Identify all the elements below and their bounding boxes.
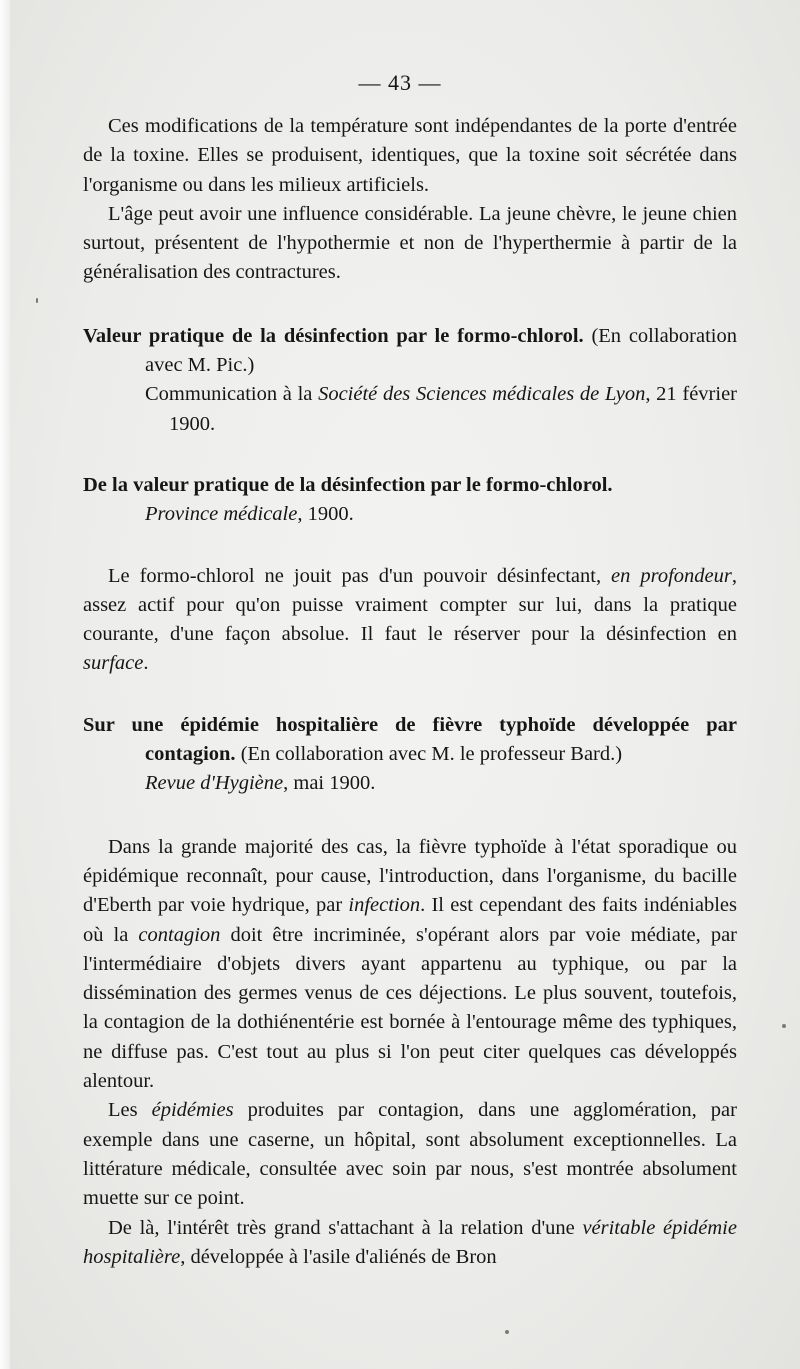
entry-1-collaboration: (En collaboration avec M. Pic.): [145, 324, 737, 377]
entry-1-title: Valeur pratique de la désinfection par le formo-chlorol.: [83, 324, 584, 347]
entry-3-title: Sur une épidémie hospitalière de fièvre typhoïde développée par contagion.: [83, 713, 737, 766]
bibliography-entry-2: [83, 471, 737, 530]
p3-italic-profondeur: en profondeur: [611, 564, 732, 587]
entry-3-date: , mai 1900.: [283, 772, 376, 795]
entry-2-source: [83, 500, 737, 529]
entry-1-source: [83, 380, 737, 439]
scan-speck: [36, 298, 38, 303]
paragraph-typhoid-contagion: [83, 833, 737, 1097]
p3-text-a: Le formo-chlorol ne jouit pas d'un pouvoir désinfectant,: [108, 564, 612, 587]
p4-text-e: doit être incriminée, s'opérant alors par voie médiate, par l'intermédiaire d'objets divers ayant appartenu au typhique, ou par la dissémination des germes venus de ces déjections. Le plus souvent, toutefois, la contagion de la dothiénentérie est bornée à l'entourage même des typhiques, ne diffuse pas. C'est tout au plus si l'on peut citer quelques cas développés alentour.: [83, 923, 737, 1093]
p5-text-a: Les: [108, 1099, 152, 1122]
scan-speck: [505, 1330, 509, 1334]
entry-2-heading: [83, 471, 737, 500]
page-body: [83, 112, 737, 1272]
bibliography-entry-3: [83, 711, 737, 799]
paragraph-age: L'âge peut avoir une influence considérable. La jeune chèvre, le jeune chien surtout, présentent de l'hypothermie et non de l'hyperthermie à partir de la généralisation des contractures.: [83, 202, 737, 284]
p6-italic-epidemie: véritable épidémie hospitalière: [83, 1216, 737, 1268]
p5-text-c: produites par contagion, dans une agglomération, par exemple dans une caserne, un hôpital, sont absolument exceptionnelles. La littérature médicale, consultée avec soin par nous, s'est montrée absolument muette sur ce point.: [83, 1099, 737, 1210]
p4-text-c: . Il est cependant des faits indéniables où la: [83, 894, 737, 946]
p6-text-c: , développée à l'asile d'aliénés de Bron: [180, 1245, 497, 1268]
scan-speck: [782, 1024, 786, 1028]
entry-2-date: , 1900.: [297, 503, 354, 526]
p5-italic-epidemies: épidémies: [151, 1099, 234, 1122]
p3-text-e: .: [143, 652, 149, 675]
entry-3-heading: [83, 711, 737, 770]
entry-3-collaboration: (En collaboration avec M. le professeur Bard.): [235, 743, 623, 766]
entry-3-source: [83, 769, 737, 798]
paragraph-temperature: Ces modifications de la température sont indépendantes de la porte d'entrée de la toxine. Elles se produisent, identiques, que la toxine soit sécrétée dans l'organisme ou dans les milieux artificiels.: [83, 115, 737, 196]
entry-3-journal: Revue d'Hygiène: [145, 772, 284, 795]
bibliography-entry-1: [83, 322, 737, 439]
p3-text-c: , assez actif pour qu'on puisse vraiment compter sur lui, dans la pratique courante, d'une façon absolue. Il faut le réserver pour la désinfection en: [83, 564, 737, 646]
p6-text-a: De là, l'intérêt très grand s'attachant à la relation d'une: [108, 1216, 583, 1239]
page-edge-shadow: [0, 0, 10, 1369]
p4-italic-contagion: contagion: [138, 923, 221, 946]
p3-italic-surface: surface: [83, 652, 144, 675]
paragraph-hospital-epidemic: [83, 1214, 737, 1273]
entry-1-heading: [83, 322, 737, 381]
p4-text-a: Dans la grande majorité des cas, la fièvre typhoïde à l'état sporadique ou épidémique reconnaît, pour cause, l'introduction, dans l'organisme, du bacille d'Eberth par voie hydrique, par: [83, 835, 737, 917]
page-number: — 43 —: [358, 70, 442, 95]
p4-italic-infection: infection: [348, 894, 421, 917]
entry-1-source-prefix: Communication à la: [145, 383, 319, 406]
entry-2-journal: Province médicale: [145, 503, 298, 526]
entry-1-date: , 21 février 1900.: [169, 383, 737, 435]
entry-2-title: De la valeur pratique de la désinfection par le formo-chlorol.: [83, 473, 613, 496]
entry-1-journal: Société des Sciences médicales de Lyon: [318, 383, 646, 406]
paragraph-epidemics: [83, 1096, 737, 1213]
paragraph-formo-chlorol: [83, 562, 737, 679]
